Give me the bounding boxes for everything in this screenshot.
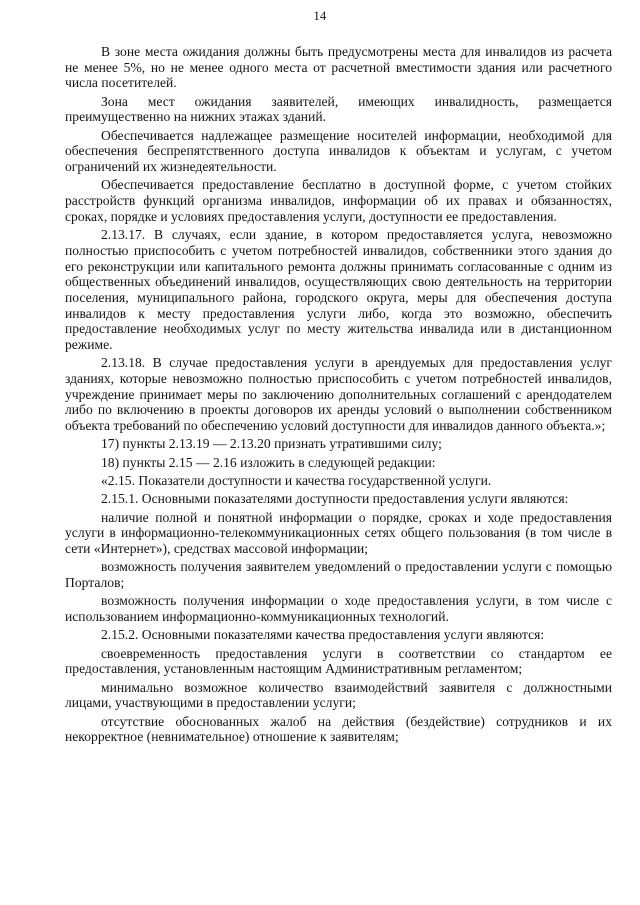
paragraph: возможность получения заявителем уведомлений о предоставлении услуги с помощью Порталов; [65, 559, 612, 591]
paragraph: Обеспечивается предоставление бесплатно в доступной форме, с учетом стойких расстройств функций организма инвалидов, информации об их правах и обязанностях, сроках, порядке и условиях предоставления услуги, доступности ее предоставления. [65, 177, 612, 224]
paragraph: возможность получения информации о ходе предоставления услуги, в том числе с использованием информационно-коммуникационных технологий. [65, 593, 612, 625]
paragraph: минимально возможное количество взаимодействий заявителя с должностными лицами, участвующими в предоставлении услуги; [65, 679, 612, 711]
paragraph: 18) пункты 2.15 — 2.16 изложить в следующей редакции: [101, 454, 436, 470]
paragraph: 17) пункты 2.13.19 — 2.13.20 признать утратившими силу; [101, 436, 442, 452]
paragraph: «2.15. Показатели доступности и качества государственной услуги. [101, 473, 492, 489]
paragraph: наличие полной и понятной информации о порядке, сроках и ходе предоставления услуги в информационно-телекоммуникационных сетях общего пользования (в том числе в сети «Интернет»), средствах массовой информации; [65, 509, 612, 557]
paragraph: своевременность предоставления услуги в соответствии со стандартом ее предоставления, установленным настоящим Административным регламентом; [65, 645, 612, 677]
paragraph: 2.13.18. В случае предоставления услуги в арендуемых для предоставления услуг зданиях, которые невозможно полностью приспособить с учетом потребностей инвалидов, учреждение принимает меры по заключению дополнительных соглашений с арендодателем либо по включению в проекты договоров их аренды условий о выполнении собственником объекта требований по обеспечению условий доступности для инвалидов данного объекта.»; [65, 355, 612, 434]
paragraph: В зоне места ожидания должны быть предусмотрены места для инвалидов из расчета не менее 5%, но не менее одного места от расчетной вместимости здания или расчетного числа посетителей. [65, 44, 612, 91]
paragraph: 2.13.17. В случаях, если здание, в котором предоставляется услуга, невозможно полностью приспособить с учетом потребностей инвалидов, собственники этого здания до его реконструкции или капитального ремонта должны принимать согласованные с одним из общественных объединений инвалидов, осуществляющих свою деятельность на территории поселения, муниципального района, городского округа, меры для обеспечения доступа инвалидов к месту предоставления услуги либо, когда это возможно, обеспечить предоставление необходимых услуг по месту жительства инвалида или в дистанционном режиме. [65, 227, 612, 353]
page-number: 14 [313, 9, 327, 23]
paragraph: 2.15.2. Основными показателями качества предоставления услуги являются: [101, 627, 545, 643]
body-text [65, 44, 612, 748]
paragraph: отсутствие обоснованных жалоб на действия (бездействие) сотрудников и их некорректное (невнимательное) отношение к заявителям; [65, 713, 612, 745]
paragraph: 2.15.1. Основными показателями доступности предоставления услуги являются: [101, 491, 569, 507]
paragraph: Обеспечивается надлежащее размещение носителей информации, необходимой для обеспечения беспрепятственного доступа инвалидов к объектам и услугам, с учетом ограничений их жизнедеятельности. [65, 127, 612, 175]
paragraph: Зона мест ожидания заявителей, имеющих инвалидность, размещается преимущественно на нижних этажах зданий. [65, 93, 612, 125]
